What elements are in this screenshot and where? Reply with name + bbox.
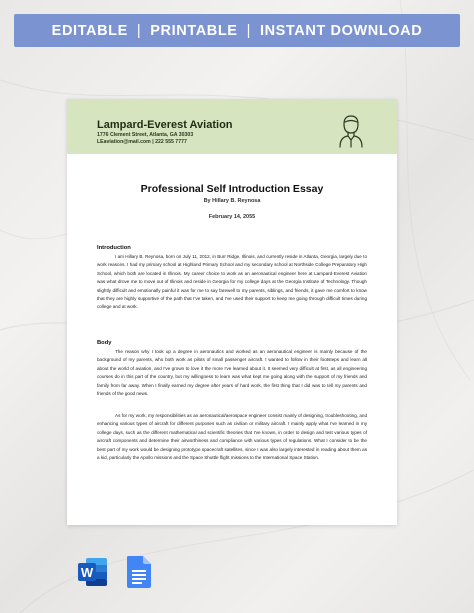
body-paragraph-2: As for my work, my responsibilities as an aeronautical/aerospace engineer consist mainly of designing, troubleshooting, and enhancing various types of aircraft for different purposes such as civilian or military aircraft. I mainly apply what I've learned in my college days, such as the different mathematical and scientific theories that I've known, in order to design and test various types of aircraft components and determine their airworthiness and compliance with various types of regulations. What I consider to be the best part of my work would be designing prototype spacecraft satellites, since I was also largely interested in reading about them as a kid, particularly the Apollo missions and the Space Shuttle flight missions to the International Space Station. xyxy=(97,413,367,461)
essay-title: Professional Self Introduction Essay xyxy=(140,183,324,195)
body-paragraph-1: The reason why I took up a degree in aeronautics and worked as an aeronautical engineer is mainly because of the background of my parents, who both work as pilots of small passenger aircraft. I wanted to follow in their footsteps and learn all about the world of aviation, and I've grown to love it the more I've learned about it. It seemed very difficult at first, as all engineering courses do in this part of the country, but my willingness to learn was what kept me going along with the support of my friends and family from far away. When I finally earned my degree after years of hard work, the first thing that I did was to tell my parents and friends of the good news. xyxy=(97,349,367,397)
document-page xyxy=(67,99,397,525)
body-heading: Body xyxy=(97,340,112,346)
banner-separator: | xyxy=(136,22,142,39)
feature-banner xyxy=(14,14,460,47)
company-address: 1776 Clement Street, Atlanta, GA 30303 xyxy=(97,132,194,138)
introduction-heading: Introduction xyxy=(97,245,131,251)
banner-separator: | xyxy=(246,22,251,39)
google-docs-icon[interactable] xyxy=(126,556,152,588)
banner-instant-download: INSTANT DOWNLOAD xyxy=(259,22,423,39)
essay-author: By Hillary B. Reynosa xyxy=(203,198,261,204)
banner-printable: PRINTABLE xyxy=(150,22,238,39)
person-avatar-icon xyxy=(338,114,364,148)
svg-text:W: W xyxy=(80,565,94,580)
banner-editable: EDITABLE xyxy=(51,22,128,39)
word-icon[interactable] xyxy=(77,556,109,588)
letterhead xyxy=(67,99,397,154)
company-contact: LEaviation@mail.com | 222 555 7777 xyxy=(97,139,187,145)
essay-date: February 14, 2055 xyxy=(208,214,256,220)
app-icons xyxy=(77,556,152,588)
company-name: Lampard-Everest Aviation xyxy=(97,119,233,131)
introduction-paragraph: I am Hillary B. Reynosa, born on July 11, 2012, in Burr Ridge, Illinois, and currently reside in Atlanta, Georgia, largely due to work reasons. I had my primary school at Highland Primary School and my secondary school at Northside College Preparatory High School, which both are located in Illinois. My career choice to work as an aeronautical engineer here at Lampard-Everest Aviation was what drove me to move out of Illinois and reside in Georgia for my college days at the Georgia Institute of Technology. Though slightly difficult and emotionally painful it was for me to say farewell to my parents, siblings, and friends, it gave me comfort to know that they are highly supportive of the path that I've taken, and I've used their support to keep me going through difficult times during college and at work. xyxy=(97,254,367,310)
